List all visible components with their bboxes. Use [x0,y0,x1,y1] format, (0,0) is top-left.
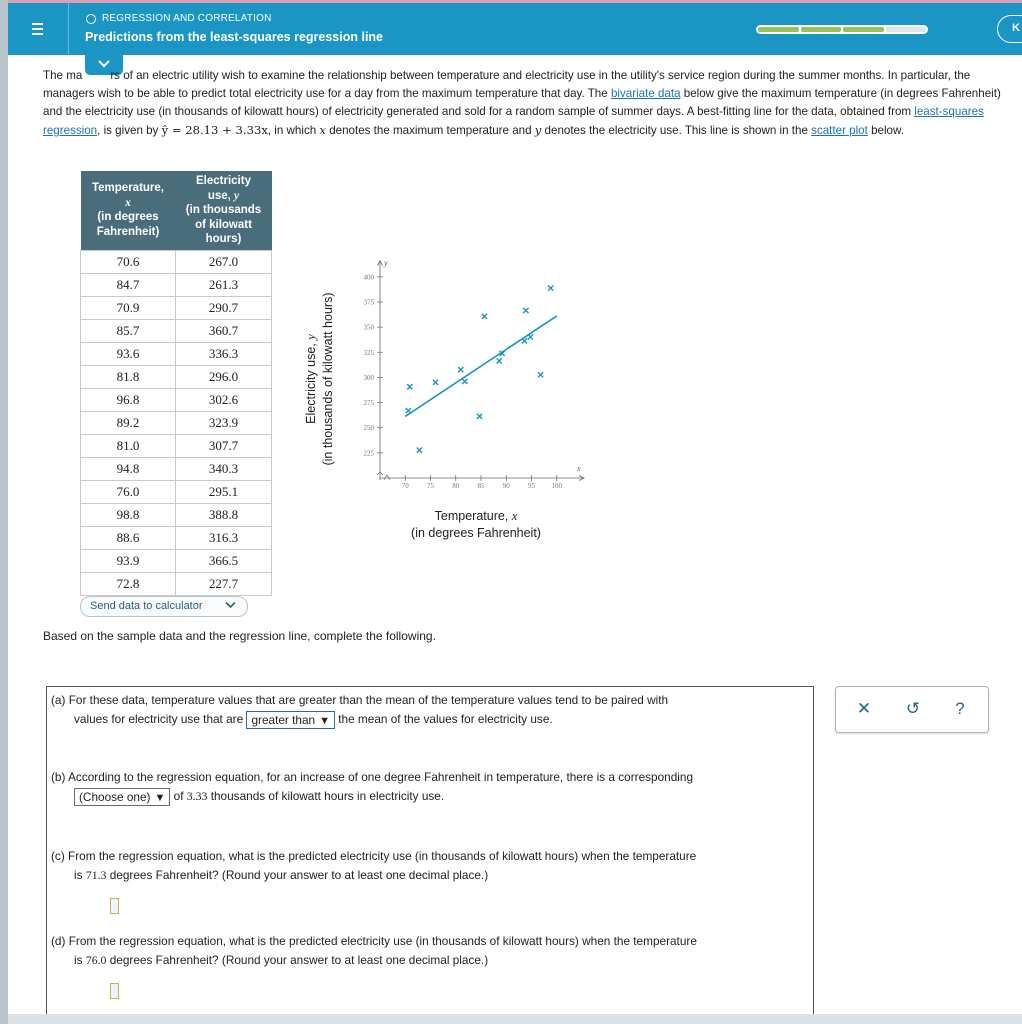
electricity-cell: 307.7 [176,434,272,457]
electricity-cell: 323.9 [176,411,272,434]
table-row [81,250,272,273]
electricity-cell: 336.3 [176,342,272,365]
y-tick-label: 325 [363,348,374,357]
table-row [81,480,272,503]
header-bar [8,3,1022,55]
part-b-dropdown[interactable]: (Choose one) ▼ [74,788,170,806]
topic-label [86,13,272,24]
electricity-cell: 366.5 [176,549,272,572]
clear-icon[interactable]: ✕ [856,699,872,718]
table-row [81,342,272,365]
electricity-cell: 316.3 [176,526,272,549]
table-row [81,388,272,411]
x-tick-label: 95 [528,482,535,490]
instructions: Based on the sample data and the regression line, complete the following. [43,629,436,643]
data-point [497,358,502,363]
electricity-cell: 302.6 [176,388,272,411]
temperature-cell: 85.7 [81,319,176,342]
y-tick-label: 225 [363,449,374,458]
progress-segment [843,27,884,32]
send-data-button[interactable] [80,596,248,617]
chevron-down-icon [225,600,236,612]
part-a-dropdown[interactable]: greater than ▼ [246,711,335,729]
table-row [81,296,272,319]
x-tick-label: 100 [551,482,562,490]
temperature-cell: 70.6 [81,250,176,273]
y-tick-label: 400 [363,273,374,282]
table-row [81,549,272,572]
electricity-cell: 295.1 [176,480,272,503]
menu-icon[interactable] [22,15,52,43]
action-panel [835,686,989,733]
part-d-answer-input[interactable] [110,983,119,999]
data-point [462,379,467,384]
table-row [81,434,272,457]
data-point [528,334,533,339]
part-b: (b) According to the regression equation, for an increase of one degree Fahrenheit in temperature, there is a corresponding (Choose one) ▼ of 3.33 thousands of kilowatt hours in electricity use. [51,770,694,804]
table-row [81,273,272,296]
y-tick-label: 250 [363,424,374,433]
temperature-cell: 70.9 [81,296,176,319]
table-row [81,503,272,526]
electricity-cell: 261.3 [176,273,272,296]
data-point [523,308,528,313]
temperature-cell: 72.8 [81,572,176,595]
table-row [81,319,272,342]
temperature-cell: 89.2 [81,411,176,434]
x-tick-label: 75 [427,482,434,490]
temperature-cell: 81.8 [81,365,176,388]
link-scatter-plot[interactable]: scatter plot [811,124,868,137]
progress-segment [758,27,799,32]
table-row [81,526,272,549]
undo-icon[interactable]: ↺ [905,699,921,718]
x-axis-letter: x [577,464,581,473]
temperature-cell: 84.7 [81,273,176,296]
progress-segment [886,27,927,32]
table-row [81,411,272,434]
data-table [80,171,272,596]
table-row [81,572,272,595]
y-tick-label: 275 [363,399,374,408]
part-d: (d) From the regression equation, what is the predicted electricity use (in thousands of kilowatt hours) when the temperature is 76.0 degrees Fahrenheit? (Round your answer to at least one decimal place.) [51,934,697,967]
electricity-cell: 267.0 [176,250,272,273]
electricity-cell: 388.8 [176,503,272,526]
progress-segment [801,27,842,32]
data-point [482,314,487,319]
electricity-header: Electricity use, y (in thousands of kilowatt hours) [176,171,272,250]
left-rail [0,0,8,1024]
temperature-cell: 81.0 [81,434,176,457]
part-c-answer-input[interactable] [110,898,119,914]
temperature-cell: 88.6 [81,526,176,549]
part-a: (a) For these data, temperature values that are greater than the mean of the temperature values tend to be paired with values for electricity use that are greater than ▼ the mean of the values for electricity use. [51,693,669,727]
regression-line [405,316,557,416]
electricity-cell: 296.0 [176,365,272,388]
temperature-cell: 98.8 [81,503,176,526]
data-point [458,367,463,372]
electricity-cell: 340.3 [176,457,272,480]
page-title: Predictions from the least-squares regression line [85,30,384,44]
problem-statement: The ma rs of an electric utility wish to examine the relationship between temperature and electricity use in the utility's service region during the summer months. In particular, the managers wish to be able to predict total electricity use for a day from the maximum temperature that day. The bivariate data below give the maximum temperature (in degrees Fahrenheit) and the electricity use (in thousands of kilowatt hours) of electricity generated and sold for a random sample of summer days. A best-fitting line for the data, obtained from least-squares regression, is given by ŷ = 28.13 + 3.33x, in which x denotes the maximum temperature and y denotes the electricity use. This line is shown in the scatter plot below. [43,69,1001,137]
temperature-cell: 96.8 [81,388,176,411]
table-row [81,365,272,388]
progress-bar [756,25,928,34]
data-point [522,338,527,343]
data-point [407,384,412,389]
help-icon[interactable]: ? [955,699,965,718]
part-c: (c) From the regression equation, what is the predicted electricity use (in thousands of kilowatt hours) when the temperature is 71.3 degrees Fahrenheit? (Round your answer to at least one decimal place.) [51,849,697,882]
x-axis-break [384,475,390,480]
y-axis-label: Electricity use, y (in thousands of kilowatt hours) [304,292,335,466]
topic-circle-icon [86,14,96,24]
link-bivariate-data[interactable]: bivariate data [610,87,681,100]
electricity-cell: 290.7 [176,296,272,319]
link-least-squares-regression[interactable]: least-squares regression [43,105,984,137]
bottom-scrollbar[interactable] [8,1014,1022,1024]
y-axis-letter: y [384,258,388,268]
y-tick-label: 300 [363,373,374,382]
temperature-cell: 76.0 [81,480,176,503]
header-divider [68,3,69,55]
data-point [417,448,422,453]
data-point [538,372,543,377]
data-point [406,408,411,413]
electricity-cell: 360.7 [176,319,272,342]
electricity-cell: 227.7 [176,572,272,595]
regression-equation: ŷ = 28.13 + 3.33x [161,123,268,137]
temperature-cell: 93.9 [81,549,176,572]
x-tick-label: 70 [401,482,409,490]
x-axis-label: Temperature, x (in degrees Fahrenheit) [411,509,541,540]
x-tick-label: 85 [477,482,485,490]
x-tick-label: 90 [502,482,510,490]
data-point [548,285,553,290]
scatter-plot [300,240,620,500]
y-tick-label: 375 [363,298,374,307]
answer-area [46,686,814,1016]
temperature-cell: 93.6 [81,342,176,365]
data-point [477,414,482,419]
temperature-cell: 94.8 [81,457,176,480]
x-tick-label: 80 [452,482,460,490]
avatar[interactable] [997,15,1022,43]
data-point [433,380,438,385]
send-data-label: Send data to calculator [90,600,203,612]
topic-text: REGRESSION AND CORRELATION [102,13,272,24]
avatar-initials: K [1012,22,1020,34]
y-tick-label: 350 [363,323,374,332]
temperature-header: Temperature, x (in degrees Fahrenheit) [81,171,176,250]
table-row [81,457,272,480]
